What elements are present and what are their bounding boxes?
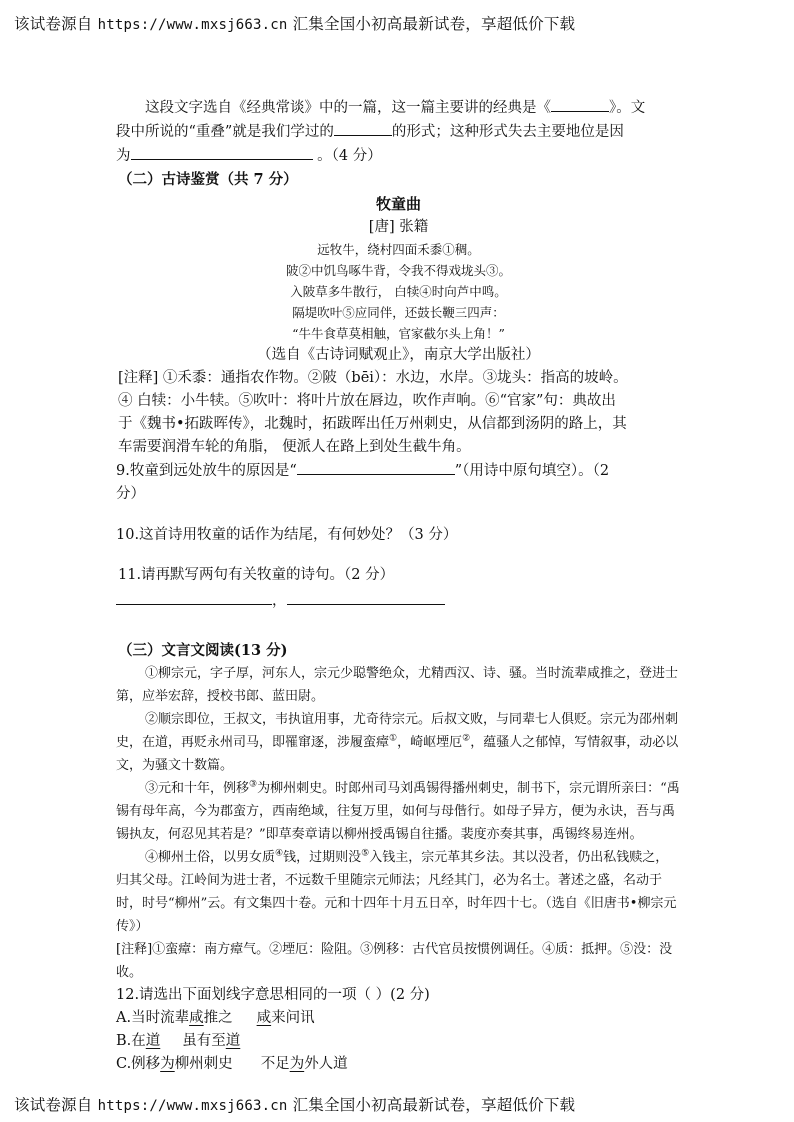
exam-content <box>116 96 681 1076</box>
poem-notes <box>118 367 681 459</box>
question-9-tail: 分） <box>116 486 145 502</box>
question-11: 11.请再默写两句有关牧童的诗句。（2 分） <box>118 567 395 583</box>
q8-line1: 这段文字选自《经典常谈》中的一篇，这一篇主要讲的经典是《 》。文 <box>116 96 681 120</box>
section3-title: （三）文言文阅读(13 分) <box>118 642 288 659</box>
poem-note-line: [注释] ①禾黍：通指农作物。②陂（bēi）：水边，水岸。③垅头：指高的坡岭。 <box>118 370 628 386</box>
q8-blank-1[interactable] <box>551 96 609 112</box>
passage-notes: [注释]①蛮瘴：南方瘴气。②堙厄：险阻。③例移：古代官员按惯例调任。④质：抵押。⑤没：没收。 <box>116 942 673 980</box>
footer-suffix: 汇集全国小初高最新试卷，享超低价下载 <box>287 1096 576 1114</box>
poem-line: 远牧牛，绕村四面禾黍①稠。 <box>317 242 480 257</box>
classical-passage <box>116 662 681 938</box>
poem-note-line: 于《魏书•拓跋晖传》，北魏时，拓跋晖出任万州刺史，从信都到汤阴的路上，其 <box>118 416 627 432</box>
header-prefix: 该试卷源自 <box>14 15 98 33</box>
option-a[interactable]: A.当时流辈咸推之 咸来问讯 <box>116 1010 315 1026</box>
footer-prefix: 该试卷源自 <box>14 1096 98 1114</box>
poem-line: 陂②中饥鸟啄牛背，令我不得戏垅头③。 <box>285 263 511 278</box>
passage-paragraph-1: ①柳宗元，字子厚，河东人，宗元少聪警绝众，尤精西汉、诗、骚。当时流辈咸推之，登进士第，应举宏辞，授校书郎、蓝田尉。 <box>116 666 679 704</box>
header-url[interactable]: https://www.mxsj663.cn <box>97 17 288 33</box>
poem-note-line: ④ 白犊：小牛犊。⑤吹叶：将叶片放在唇边，吹作声响。⑥“官家”句：典故出 <box>118 393 616 409</box>
q8-blank-2[interactable] <box>334 120 392 136</box>
section2-title: （二）古诗鉴赏（共 7 分） <box>118 171 298 188</box>
poem-line: 入陂草多牛散行， 白犊④时向芦中鸣。 <box>290 284 507 299</box>
passage-paragraph-3: ③元和十年，例移③为柳州刺史。时郎州司马刘禹锡得播州刺史，制书下，宗元谓所亲曰：“禹锡有母年高，今为郡蛮方，西南绝域，往复万里，如何与母偕行。如母子异方，便为永诀，吾与禹锡执友，何忍见其若是？”即草奏章请以柳州授禹锡自往播。裴度亦奏其事，禹锡终易连州。 <box>116 779 680 842</box>
option-b[interactable]: B.在道 虽有至道 <box>116 1033 241 1049</box>
poem-title: 牧童曲 <box>375 195 421 213</box>
footer-url[interactable]: https://www.mxsj663.cn <box>97 1098 288 1114</box>
question-9: 9.牧童到远处放牛的原因是“ ”（用诗中原句填空）。（2 <box>116 459 681 483</box>
q11-blank-1[interactable] <box>116 589 272 605</box>
passage-paragraph-2: ②顺宗即位，王叔文，韦执谊用事，尤奇待宗元。后叔文败，与同辈七人俱贬。宗元为邵州刺史，在道，再贬永州司马，即罹窜逐，涉履蛮瘴①，崎岖堙厄②，蕴骚人之郁悼，写情叙事，动必以文，为骚文十数篇。 <box>116 712 679 773</box>
q11-blank-2[interactable] <box>287 589 445 605</box>
poem-body <box>116 239 681 344</box>
poem-author: [唐] 张籍 <box>368 219 429 235</box>
poem-source: （选自《古诗词赋观止》，南京大学出版社） <box>257 347 540 363</box>
q8-blank-3[interactable] <box>131 144 313 160</box>
question-10: 10.这首诗用牧童的话作为结尾，有何妙处？（3 分） <box>116 527 458 543</box>
poem-line: 隔堤吹叶⑤应同伴，还鼓长鞭三四声： <box>292 305 505 320</box>
q8-line3: 为 。（4 分） <box>116 144 681 168</box>
q8-line2: 段中所说的“重叠”就是我们学过的 的形式；这种形式失去主要地位是因 <box>116 120 681 144</box>
question-12: 12.请选出下面划线字意思相同的一项（ ）(2 分) <box>116 987 430 1003</box>
q9-blank[interactable] <box>297 459 455 475</box>
passage-paragraph-4: ④柳州土俗，以男女质④钱，过期则没⑤入钱主，宗元革其乡法。其以没者，仍出私钱赎之，归其父母。江岭间为进士者，不远数千里随宗元师法；凡经其门，必为名士。著述之盛，名动于时，时号“柳州”云。有文集四十卷。元和十四年十月五日卒，时年四十七。（选自《旧唐书•柳宗元传》） <box>116 848 677 934</box>
page-footer <box>14 1093 575 1115</box>
header-suffix: 汇集全国小初高最新试卷，享超低价下载 <box>287 15 576 33</box>
poem-line: “牛牛食草莫相触，官家截尔头上角！” <box>292 326 505 341</box>
page-header <box>14 12 575 34</box>
option-c[interactable]: C.例移为柳州刺史 不足为外人道 <box>116 1056 348 1072</box>
q11-answer-line: ， <box>116 589 681 613</box>
poem-note-line: 车需要润滑车轮的角脂， 便派人在路上到处生截牛角。 <box>118 439 471 455</box>
